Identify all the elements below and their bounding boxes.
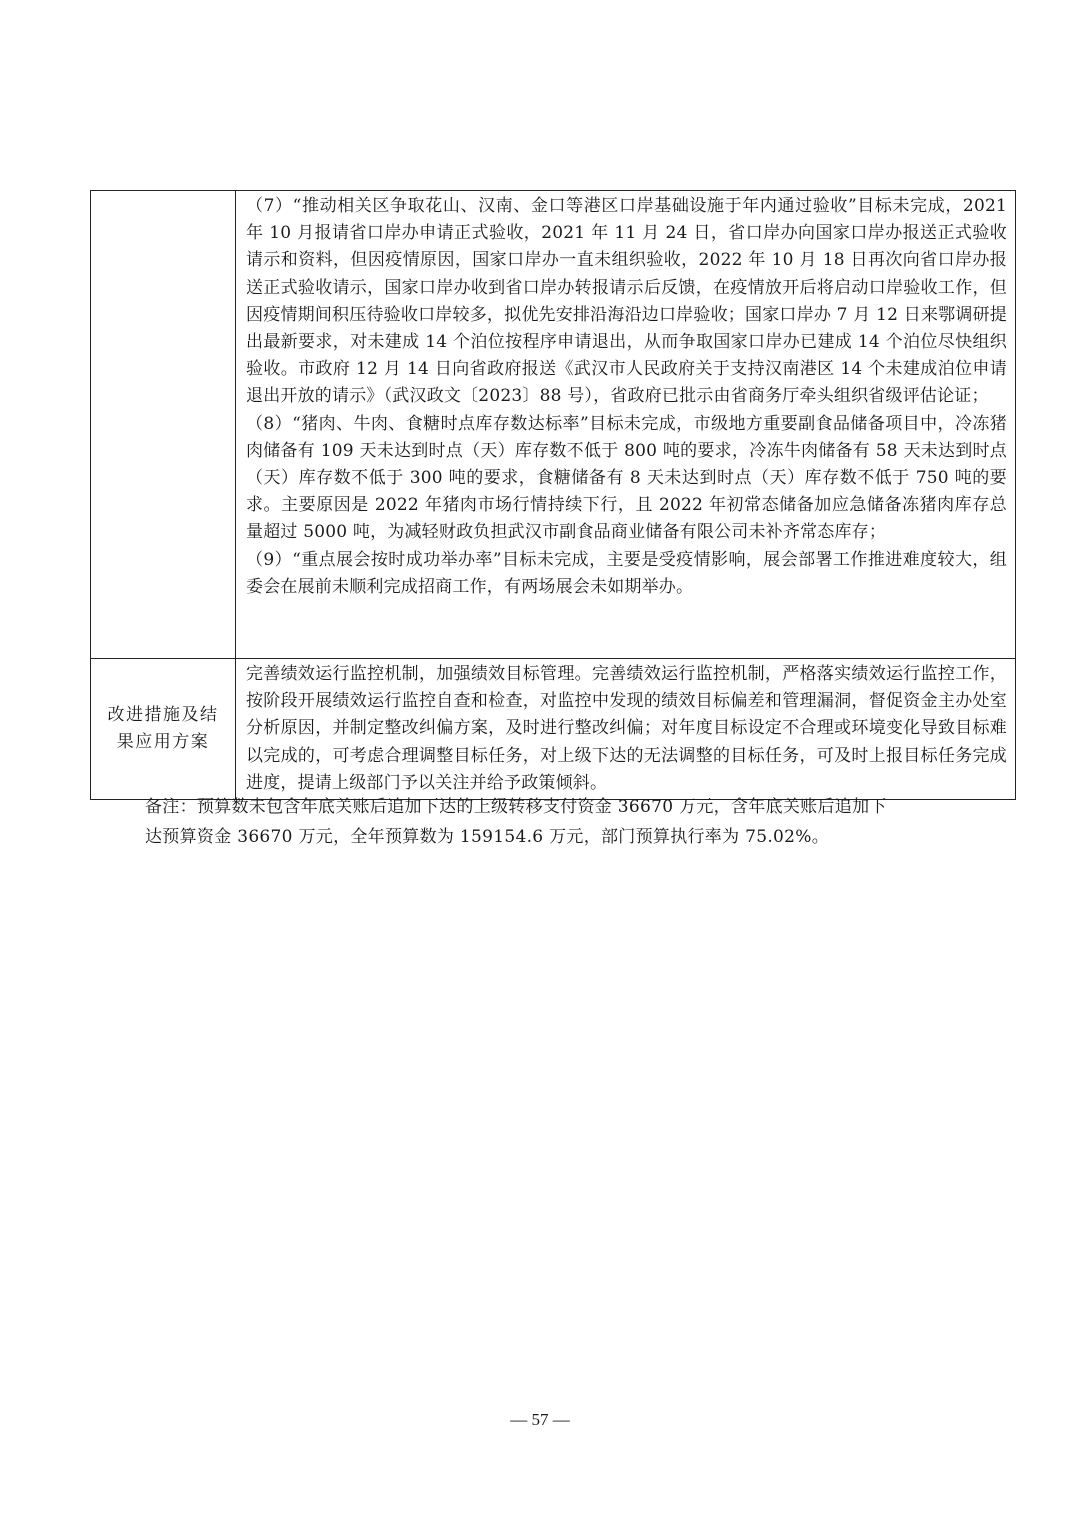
note-line-2: 达预算资金 36670 万元，全年预算数为 159154.6 万元，部门预算执行率为 75.02%。 xyxy=(145,827,830,847)
row-label-cell xyxy=(91,191,236,659)
table-row xyxy=(91,659,1016,800)
performance-table xyxy=(90,190,1016,800)
paragraph-item-7: （7）“推动相关区争取花山、汉南、金口等港区口岸基础设施于年内通过验收”目标未完成，2021 年 10 月报请省口岸办申请正式验收，2021 年 11 月 24 日，省口岸办向国家口岸办报送正式验收请示和资料，但因疫情原因，国家口岸办一直未组织验收，2022 年 10 月 18 日再次向省口岸办报送正式验收请示，国家口岸办收到省口岸办转报请示后反馈，在疫情放开后将启动口岸验收工作，但因疫情期间积压待验收口岸较多，拟优先安排沿海沿边口岸验收；国家口岸办 7 月 12 日来鄂调研提出最新要求，对未建成 14 个泊位按程序申请退出，从而争取国家口岸办已建成 14 个泊位尽快组织验收。市政府 12 月 14 日向省政府报送《武汉市人民政府关于支持汉南港区 14 个未建成泊位申请退出开放的请示》（武汉政文〔2023〕88 号），省政府已批示由省商务厅牵头组织省级评估论证； xyxy=(246,196,1007,407)
page-number: — 57 — xyxy=(510,1410,570,1429)
row-label-improvement-measures: 改进措施及结果应用方案 xyxy=(91,659,236,800)
row-content-cell xyxy=(236,659,1016,800)
paragraph-item-9: （9）“重点展会按时成功举办率”目标未完成，主要是受疫情影响，展会部署工作推进难度较大，组委会在展前未顺利完成招商工作，有两场展会未如期举办。 xyxy=(246,549,1007,597)
row-content-cell xyxy=(236,191,1016,659)
budget-note xyxy=(145,792,965,852)
paragraph-item-8: （8）“猪肉、牛肉、食糖时点库存数达标率”目标未完成，市级地方重要副食品储备项目中，冷冻猪肉储备有 109 天未达到时点（天）库存数不低于 800 吨的要求，冷冻牛肉储备有 58 天未达到时点（天）库存数不低于 300 吨的要求，食糖储备有 8 天未达到时点（天）库存数不低于 750 吨的要求。主要原因是 2022 年猪肉市场行情持续下行，且 2022 年初常态储备加应急储备冻猪肉库存总量超过 5000 吨，为减轻财政负担武汉市副食品商业储备有限公司未补齐常态库存； xyxy=(246,413,1007,543)
table-row xyxy=(91,191,1016,659)
improvement-paragraph: 完善绩效运行监控机制，加强绩效目标管理。完善绩效运行监控机制，严格落实绩效运行监控工作，按阶段开展绩效运行监控自查和检查，对监控中发现的绩效目标偏差和管理漏洞，督促资金主办处室分析原因，并制定整改纠偏方案，及时进行整改纠偏；对年度目标设定不合理或环境变化导致目标难以完成的，可考虑合理调整目标任务，对上级下达的无法调整的目标任务，可及时上报目标任务完成进度，提请上级部门予以关注并给予政策倾斜。 xyxy=(246,664,1007,793)
note-line-1: 备注：预算数未包含年底关账后追加下达的上级转移支付资金 36670 万元，含年底关账后追加下 xyxy=(145,797,887,817)
